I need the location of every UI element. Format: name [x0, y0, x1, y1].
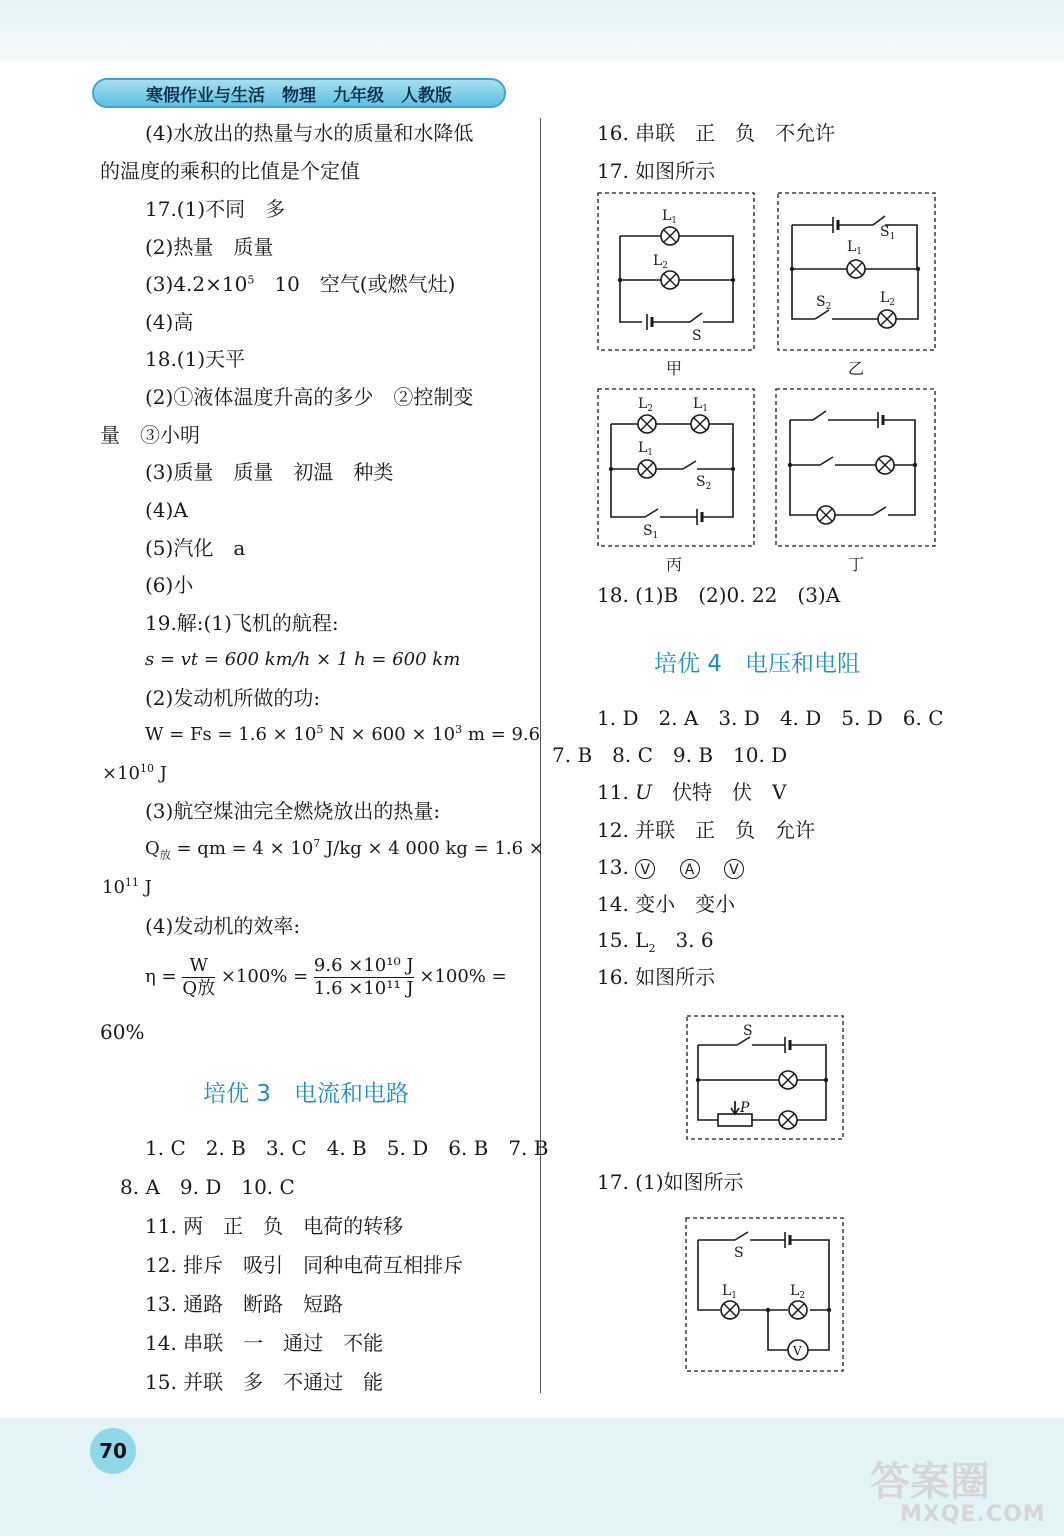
answer-line: (4)水放出的热量与水的质量和水降低	[145, 121, 474, 145]
book-header: 寒假作业与生活 物理 九年级 人教版	[92, 78, 506, 108]
text: (3)4.2×10	[145, 272, 248, 296]
page-number: 70	[90, 1428, 136, 1474]
answer-line: 12. 排斥 吸引 同种电荷互相排斥	[145, 1253, 464, 1277]
text: 10 空气(或燃气灶)	[254, 272, 456, 296]
switch-icon	[683, 461, 696, 469]
text: 15. L	[597, 928, 649, 952]
equation: s = vt = 600 km/h × 1 h = 600 km	[145, 649, 461, 670]
text: J/kg × 4 000 kg = 1.6 ×	[320, 838, 544, 859]
exponent: 5	[247, 273, 255, 287]
label-S: $S_1$	[880, 224, 896, 242]
text: m = 9.6	[462, 724, 541, 745]
symbol-U: U	[635, 780, 653, 804]
answer-line: (3)航空煤油完全燃烧放出的热量:	[145, 799, 441, 823]
numerator: 9.6 ×10¹⁰ J	[313, 954, 414, 976]
figure-caption: 丁	[848, 555, 865, 574]
watermark-logo: 答案圈	[870, 1459, 990, 1505]
exponent: 11	[124, 876, 139, 889]
answer-line: 17. 如图所示	[597, 159, 716, 183]
exponent: 10	[140, 762, 154, 775]
numerator: W	[182, 955, 215, 978]
figure-frame	[598, 389, 754, 546]
label-S: S	[692, 328, 702, 344]
answer-line	[597, 780, 786, 804]
figure-caption: 丙	[666, 555, 683, 574]
slider-arrow-icon	[731, 1101, 739, 1114]
exponent: 5	[316, 723, 324, 736]
watermark-url: MXQE.COM	[900, 1502, 1046, 1527]
answer-line: 14. 串联 一 通过 不能	[145, 1331, 384, 1355]
switch-icon	[820, 457, 833, 465]
figure-caption: 甲	[666, 359, 683, 378]
answer-line: (3)质量 质量 初温 种类	[145, 460, 394, 484]
lamp-icon	[721, 1301, 739, 1319]
answer-line: 11. 两 正 负 电荷的转移	[145, 1214, 404, 1238]
text: W = Fs = 1.6 × 10	[145, 724, 317, 745]
denominator: Q放	[182, 977, 216, 999]
lamp-icon	[878, 310, 896, 328]
answer-line: 60%	[100, 1020, 145, 1044]
section-title: 培优 3 电流和电路	[203, 1081, 409, 1107]
lamp-icon	[638, 460, 656, 478]
answer-line: 16. 串联 正 负 不允许	[597, 121, 836, 145]
lamp-icon	[661, 227, 679, 245]
switch-icon	[873, 507, 886, 515]
label-L: $L_2$	[638, 396, 654, 414]
lamp-icon	[789, 1301, 807, 1319]
answer-line: (2)热量 质量	[145, 235, 274, 259]
answer-line: 16. 如图所示	[597, 965, 716, 989]
label-L: $L_1$	[847, 239, 863, 257]
text: 10	[102, 877, 125, 898]
label-P: P	[740, 1100, 750, 1116]
answer-line: (6)小	[145, 573, 194, 597]
subscript: 2	[648, 942, 656, 955]
label-S: S	[743, 1023, 753, 1039]
answer-line: 18. (1)B (2)0. 22 (3)A	[597, 583, 841, 607]
label-V: V	[793, 1344, 802, 1358]
text: = qm = 4 × 10	[170, 838, 314, 859]
text: 伏特 伏 V	[652, 780, 787, 804]
answer-line	[597, 855, 752, 879]
lamp-icon	[779, 1111, 797, 1129]
lamp-icon	[638, 415, 656, 433]
label-L: $L_1$	[722, 1283, 738, 1301]
answer-line: (4)A	[145, 498, 188, 522]
answer-line: 的温度的乘积的比值是个定值	[100, 159, 360, 183]
answer-line: (4)高	[145, 310, 194, 334]
exponent: 7	[313, 837, 321, 850]
label-L: $L_1$	[638, 440, 654, 458]
answer-line: (2)①液体温度升高的多少 ②控制变	[145, 385, 474, 409]
voltmeter-symbol: V	[635, 859, 655, 879]
answer-line: 14. 变小 变小	[597, 892, 736, 916]
answer-line: (5)汽化 a	[145, 536, 246, 560]
switch-icon	[645, 509, 658, 517]
lamp-icon	[876, 456, 894, 474]
label-L: $L_2$	[790, 1283, 806, 1301]
text: 13.	[597, 855, 629, 879]
lamp-icon	[847, 260, 865, 278]
answer-line: 1. D 2. A 3. D 4. D 5. D 6. C	[597, 706, 944, 730]
switch-icon	[813, 411, 826, 420]
switch-icon	[735, 1232, 748, 1240]
text: Q	[145, 838, 160, 859]
answer-line: 12. 并联 正 负 允许	[597, 818, 816, 842]
text: η =	[145, 966, 177, 987]
text: 11.	[597, 780, 636, 804]
lamp-icon	[661, 271, 679, 289]
answer-line: 量 ③小明	[100, 423, 200, 447]
lamp-icon	[817, 506, 835, 524]
label-L: $L_1$	[662, 208, 678, 226]
figure-frame	[686, 1218, 843, 1371]
text: 3. 6	[655, 928, 714, 952]
voltmeter-symbol: V	[724, 859, 744, 879]
text: J	[154, 763, 167, 784]
label-L: $L_2$	[880, 290, 896, 308]
answer-line: 7. B 8. C 9. B 10. D	[552, 743, 788, 767]
wire	[698, 1240, 829, 1350]
text: ×100% =	[419, 966, 507, 987]
wire	[698, 1045, 826, 1120]
label-L: $L_2$	[653, 253, 669, 271]
label-S: $S_2$	[696, 474, 712, 492]
ammeter-symbol: A	[680, 859, 700, 879]
figure-frame	[776, 389, 935, 546]
label-S: $S_1$	[643, 523, 659, 541]
answer-line: 8. A 9. D 10. C	[120, 1175, 295, 1199]
answer-line: 15. 并联 多 不通过 能	[145, 1370, 384, 1394]
section-title: 培优 4 电压和电阻	[654, 651, 860, 677]
denominator: 1.6 ×10¹¹ J	[313, 977, 414, 999]
text: ×10	[102, 763, 140, 784]
answer-line	[597, 928, 714, 955]
subscript: 放	[159, 848, 171, 862]
text: J	[138, 877, 152, 898]
answer-line: 1. C 2. B 3. C 4. B 5. D 6. B 7. B	[145, 1136, 549, 1160]
label-S: S	[734, 1245, 744, 1261]
answer-line: 18.(1)天平	[145, 347, 246, 371]
text: N × 600 × 10	[323, 724, 456, 745]
answer-line: (4)发动机的效率:	[145, 914, 301, 938]
wire	[790, 420, 915, 515]
lamp-icon	[691, 415, 709, 433]
exponent: 3	[455, 723, 463, 736]
switch-icon	[690, 313, 702, 322]
text: ×100% =	[220, 966, 309, 987]
answer-line: 17. (1)如图所示	[597, 1170, 744, 1194]
answer-line: 13. 通路 断路 短路	[145, 1292, 344, 1316]
wire	[611, 424, 733, 517]
lamp-icon	[779, 1071, 797, 1089]
answer-line: (2)发动机所做的功:	[145, 686, 321, 710]
label-S: $S_2$	[816, 294, 832, 312]
answer-line: 19.解:(1)飞机的航程:	[145, 611, 339, 635]
figure-caption: 乙	[848, 359, 865, 378]
answer-line: 17.(1)不同 多	[145, 197, 286, 221]
label-L: $L_1$	[693, 396, 709, 414]
